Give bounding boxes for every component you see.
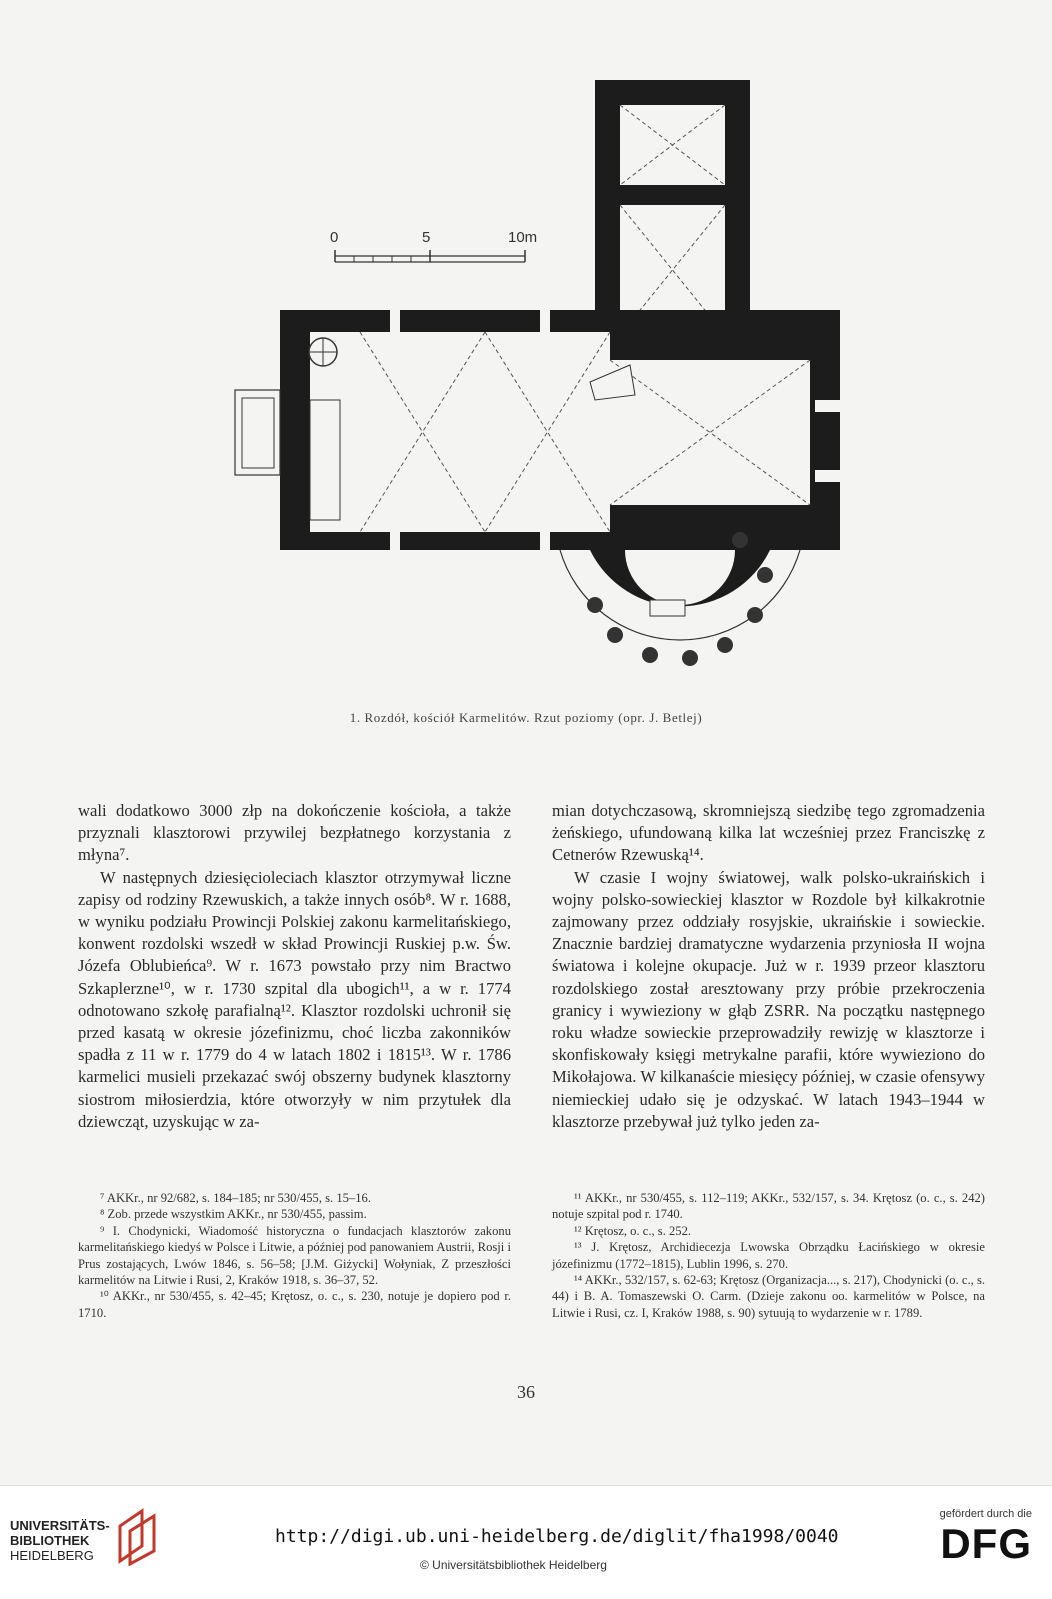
tower <box>595 80 750 340</box>
library-line-1: UNIVERSITÄTS- <box>10 1518 110 1533</box>
footnote: ⁹ I. Chodynicki, Wiadomość historyczna o fundacjach klasztorów zakonu karmelitańskiego kiedyś w Polsce i Litwie, a później pod panowaniem Austrii, Rosji i Prus zostających, Lwów 1846, s. 56–58; [J.M. Giżycki] Wołyniak, Z przeszłości karmelitów na Litwie i Rusi, 2, Kraków 1918, s. 36–37, 52. <box>78 1223 511 1288</box>
footnote: ⁸ Zob. przede wszystkim AKKr., nr 530/455, passim. <box>100 1207 367 1222</box>
footnotes-left <box>78 1190 511 1321</box>
copyright-notice: © Universitätsbibliothek Heidelberg <box>420 1558 607 1572</box>
footnote: ¹⁰ AKKr., nr 530/455, s. 42–45; Krętosz, o. c., s. 230, notuje je dopiero pod r. 1710. <box>78 1289 511 1320</box>
footnote: ¹⁴ AKKr., 532/157, s. 62-63; Krętosz (Organizacja..., s. 217), Chodynicki (o. c., s. 44) i B. A. Tomaszewski O. Carm. (Dzieje zakonu oo. karmelitów w Polsce, na Litwie i Rusi, cz. I, Kraków 1988, s. 90) sytuują to wydarzenie w r. 1789. <box>552 1273 985 1320</box>
paragraph: mian dotychczasową, skromniejszą siedzibę tego zgromadzenia żeńskiego, ufundowaną kilka lat wcześniej przez Franciszkę z Cetnerów Rzewuską¹⁴. <box>552 801 985 865</box>
library-line-2: BIBLIOTHEK <box>10 1533 90 1548</box>
footnote: ¹¹ AKKr., nr 530/455, s. 112–119; AKKr., 532/157, s. 34. Krętosz (o. c., s. 242) notuje szpital pod r. 1740. <box>552 1191 985 1222</box>
paragraph: W czasie I wojny światowej, walk polsko-ukraińskich i wojny polsko-sowieckiej klasztor w Rozdole był kilkakrotnie zajmowany przez oddziały rosyjskie, ukraińskie i sowieckie. Znacznie bardziej dramatyczne wydarzenia przyniosła II wojna światowa i kolejne okupacje. Już w r. 1939 przeor klasztoru rozdolskiego został aresztowany przy próbie przekroczenia granicy i wywieziony w głąb ZSRR. Na początku następnego roku władze sowieckie przeprowadziły rewizję w klasztorze i skonfiskowały księgi metrykalne parafii, które wywieziono do Mikołajowa. W kilkanaście miesięcy później, w czasie ofensywy niemieckiej udało się je odzyskać. W latach 1943–1944 w klasztorze przebywał już tylko jeden za- <box>552 867 985 1131</box>
text-column-left <box>78 800 511 1133</box>
footnote: ⁷ AKKr., nr 92/682, s. 184–185; nr 530/455, s. 15–16. <box>100 1191 371 1205</box>
church-floor-plan <box>230 70 850 690</box>
nave <box>235 310 840 550</box>
apse <box>560 532 800 666</box>
library-line-3: HEIDELBERG <box>10 1548 94 1563</box>
figure-caption: 1. Rozdół, kościół Karmelitów. Rzut poziomy (opr. J. Betlej) <box>349 710 703 725</box>
text-column-right <box>552 800 985 1133</box>
scale-bar <box>330 229 537 262</box>
footnote: ¹³ J. Krętosz, Archidiecezja Lwowska Obrządku Łacińskiego w okresie józefinizmu (1772–1815), Lublin 1996, s. 270. <box>552 1240 985 1271</box>
scale-label-5: 5 <box>422 229 431 246</box>
scale-label-0: 0 <box>330 229 339 246</box>
footnote: ¹² Krętosz, o. c., s. 252. <box>574 1223 692 1238</box>
page-number: 36 <box>517 1382 535 1402</box>
library-logo-icon <box>112 1506 162 1566</box>
viewer-footer <box>0 1485 1052 1599</box>
library-name <box>10 1518 110 1563</box>
digital-library-link[interactable]: http://digi.ub.uni-heidelberg.de/diglit/fha1998/0040 <box>275 1526 839 1547</box>
scale-label-10m: 10m <box>508 229 538 246</box>
paragraph: wali dodatkowo 3000 złp na dokończenie kościoła, a także przyznali klasztorowi przywilej bezpłatnego korzystania z młyna⁷. <box>78 801 511 865</box>
funding-note: gefördert durch die <box>939 1508 1032 1520</box>
dfg-logo: DFG <box>940 1520 1032 1567</box>
footnotes-right <box>552 1190 985 1321</box>
paragraph: W następnych dziesięcioleciach klasztor otrzymywał liczne zapisy od rodziny Rzewuskich, a także innych osób⁸. W r. 1688, w wyniku podziału Prowincji Polskiej zakonu karmelitańskiego, konwent rozdolski wszedł w skład Prowincji Ruskiej p.w. Św. Józefa Oblubieńca⁹. W r. 1673 powstało przy nim Bractwo Szkaplerzne¹⁰, w r. 1730 szpital dla ubogich¹¹, a w r. 1774 odnotowano szkołę parafialną¹². Klasztor rozdolski uchronił się przed kasatą w okresie józefinizmu, choć liczba zakonników spadła z 11 w r. 1779 do 4 w latach 1802 i 1815¹³. W r. 1786 karmelici musieli przekazać swój obszerny budynek klasztorny siostrom miłosierdzia, które otworzyły w nim przytułek dla dziewcząt, uzyskując w za- <box>78 867 511 1131</box>
